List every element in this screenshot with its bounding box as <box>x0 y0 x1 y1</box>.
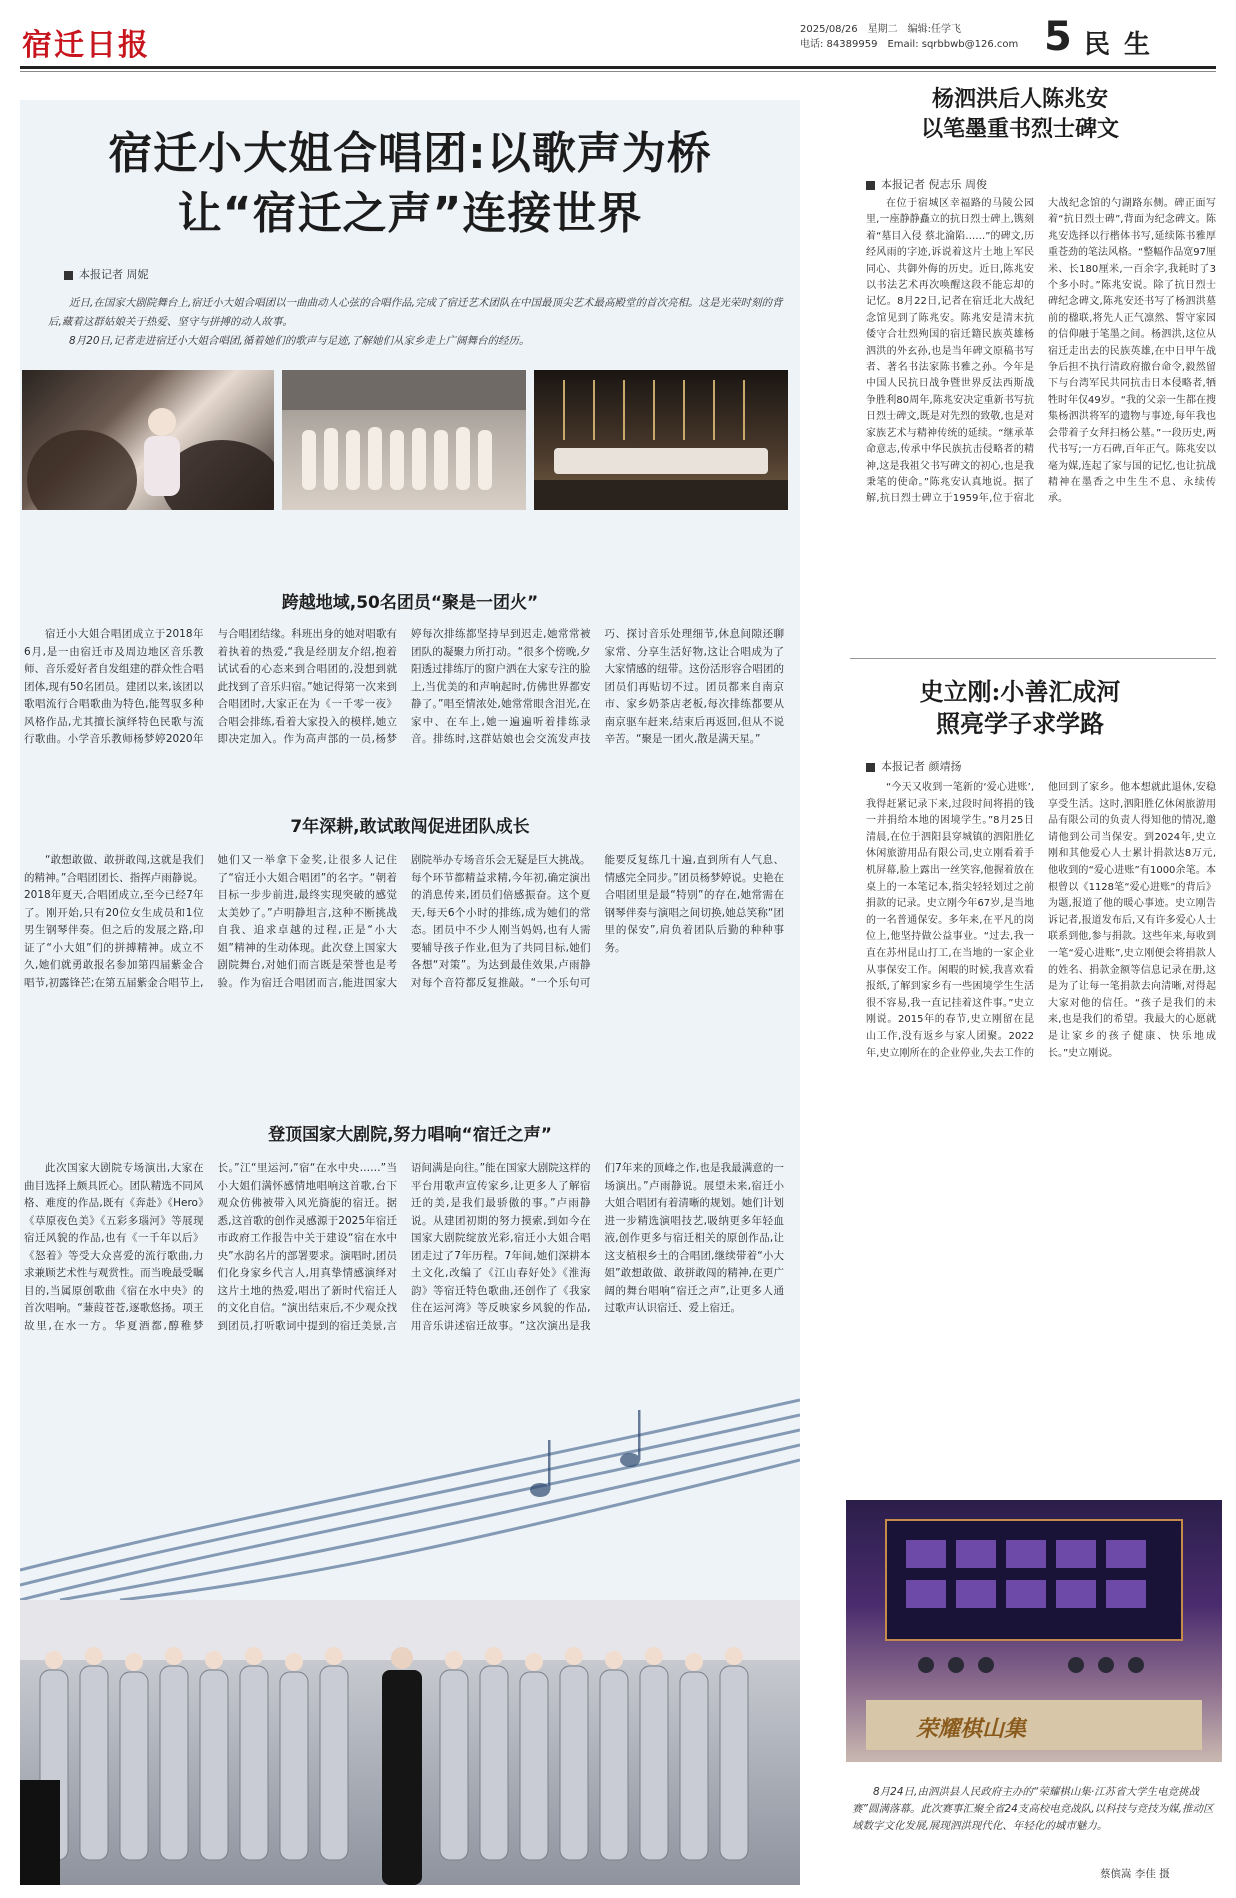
right-article2-title-line2: 照亮学子求学路 <box>936 709 1104 738</box>
section1-body: 宿迁小大姐合唱团成立于2018年6月,是一由宿迁市及周边地区音乐教师、音乐爱好者自发组建的群众性合唱团体,现有50名团员。建团以来,该团以歌唱流行合唱歌曲为特色,能驾驭多种风格作品,尤其擅长演绎特色民歌与流行歌曲。小学音乐教师杨梦婷2020年与合唱团结缘。科班出身的她对唱歌有着执着的热爱,“我是经朋友介绍,抱着试试看的心态来到合唱团的,没想到就此找到了音乐归宿。”她记得第一次来到合唱团时,大家正在为《一千零一夜》合唱会排练,看着大家投入的模样,她立即决定加入。作为高声部的一员,杨梦婷每次排练都坚持早到迟走,她常常被团队的凝聚力所打动。“很多个傍晚,夕阳透过排练厅的窗户洒在大家专注的脸上,当优美的和声响起时,仿佛世界都安静了。”唱至情浓处,她常常眼含泪光,在家中、在车上,她一遍遍听着排练录音。排练时,这群姑娘也会交流发声技巧、探讨音乐处理细节,休息间隙还聊家常、分享生活好物,这让合唱成为了大家情感的纽带。这份活形容合唱团的团员们再贴切不过。团员都来自南京市、家乡奶茶店老板,每次排练都要从南京驱车赶来,结束后再返回,但从不说辛苦。“聚是一团火,散是满天星。” <box>24 628 784 745</box>
music-staff-decoration <box>20 1340 800 1600</box>
issue-editor: 编辑:任学飞 <box>907 24 962 35</box>
byline-text: 本报记者 颜靖扬 <box>881 760 962 773</box>
main-article-title <box>40 124 780 244</box>
right-article1-body: 在位于宿城区幸福路的马陵公园里,一座静静矗立的抗日烈士碑上,镌刻着“墓目入侵 蔡北淪陷……”的碑文,历经风雨的字迹,诉说着这片土地上军民同心、共御外侮的历史。近日,陈兆安以书法艺术再次唤醒这段不能忘却的记忆。8月22日,记者在宿迁北大战纪念馆见到了陈兆安。陈兆安是清末抗倭守合壮烈殉国的宿迁籍民族英雄杨泗洪的外玄孙,也是当年碑文原稿书写者、著名书法家陈书雅之孙。今年是中国人民抗日战争暨世界反法西斯战争胜利80周年,陈兆安决定重新书写抗日烈士碑文,既是对先烈的致敬,也是对家族艺术与精神传统的延续。“继承革命意志,传承中华民族抗击侵略者的精神,这是我祖父书写碑文的初心,也是我秉笔的使命。”陈兆安认真地说。据了解,抗日烈士碑立于1959年,位于宿北大战纪念馆的勺湖路东侧。碑正面写着“抗日烈士碑”,背面为纪念碑文。陈兆安选择以行楷体书写,延续陈书雅厚重苍劲的笔法风格。“整幅作品宽97厘米、长180厘米,一百余字,我耗时了3个多小时。”陈兆安说。除了抗日烈士碑纪念碑文,陈兆安还书写了杨泗洪墓前的楹联,将先人正气凛然、誓守家园的信仰融于笔墨之间。杨泗洪,这位从宿迁走出去的民族英雄,在中日甲午战争后担不执行清政府撤台命令,毅然留下与台湾军民共同抗击日本侵略者,牺牲时年仅49岁。“我的父亲一生都在搜集杨泗洪将军的遗物与事迹,每年我也会带着子女拜扫杨公墓。”一段历史,两代书写;一方石碑,百年正气。陈兆安以毫为媒,连起了家与国的记忆,也让抗战精神在墨香之中生生不息、永续传承。 <box>866 198 1216 505</box>
byline-text: 本报记者 周妮 <box>79 268 149 281</box>
photo-rehearsal-conductor <box>22 370 274 510</box>
right-article1-byline <box>866 176 987 192</box>
photo-group-portrait <box>282 370 526 510</box>
byline-marker-icon <box>64 271 73 280</box>
section1-heading: 跨越地域,50名团员“聚是一团火” <box>281 593 539 613</box>
byline-marker-icon <box>866 181 875 190</box>
photo-esports-event <box>846 1500 1222 1762</box>
right-photo-caption: 8月24日,由泗洪县人民政府主办的“荣耀棋山集·江苏省大学生电竞挑战赛”圆满落幕。此次赛事汇聚全省24支高校电竞战队,以科技与竞技为媒,推动区域数字文化发展,展现泗洪现代化、年轻化的城市魅力。 <box>852 1786 1214 1832</box>
section2-body: “敢想敢做、敢拼敢闯,这就是我们的精神。”合唱团团长、指挥卢雨静说。2018年夏天,合唱团成立,至今已经7年了。刚开始,只有20位女生成员和1位男生钢琴伴奏。但之后的发展之路,印证了“小大姐”们的拼搏精神。成立不久,她们就勇敢报名参加第四届紫金合唱节,初露锋芒;在第五届紫金合唱节上,她们又一举拿下金奖,让很多人记住了“宿迁小大姐合唱团”的名字。“朝着目标一步步前进,最终实现突破的感觉太美妙了。”卢明静坦言,这种不断挑战自我、追求卓越的过程,正是“小大姐”精神的生动体现。此次登上国家大剧院舞台,对她们而言既是荣誉也是考验。作为宿迁合唱团而言,能进国家大剧院举办专场音乐会无疑是巨大挑战。每个环节都精益求精,今年初,确定演出的消息传来,团员们倍感振奋。这个夏天,每天6个小时的排练,成为她们的常态。团员中不少人刚当妈妈,也有人需要辅导孩子作业,但为了共同目标,她们各想“对策”。为达到最佳效果,卢雨静对每个音符都反复推敲。“一个乐句可能要反复练几十遍,直到所有人气息、情感完全同步。”团员杨梦婷说。史艳在合唱团里是最“特别”的存在,她常需在钢琴伴奏与演唱之间切换,她总笑称“团里的保安”,肩负着团队后勤的种种事务。 <box>24 854 784 989</box>
section2-heading: 7年深耕,敢试敢闯促进团队成长 <box>290 817 530 837</box>
main-title-line1: 宿迁小大姐合唱团:以歌声为桥 <box>108 128 712 179</box>
lead-paragraph: 8月20日,记者走进宿迁小大姐合唱团,循着她们的歌声与足迹,了解她们从家乡走上广阔舞台的经历。 <box>69 335 530 347</box>
newspaper-logo: 宿迁日报 <box>22 28 150 63</box>
page-number: 5 <box>1044 14 1072 60</box>
section-name: 民生 <box>1084 30 1165 60</box>
right-article1-title-line2: 以笔墨重书烈士碑文 <box>920 116 1119 142</box>
section3-body: 此次国家大剧院专场演出,大家在曲目选择上颇具匠心。团队精选不同风格、难度的作品,既有《奔赴》《Hero》《草原夜色美》《五彩多瑙河》等展现宿迁风貌的作品,也有《一千年以后》《怒着》等受大众喜爱的流行歌曲,力求兼顾艺术性与观赏性。而当晚最受瞩目的,当属原创歌曲《宿在水中央》的首次唱响。“蒹葭苍苍,逐歌悠扬。项王故里,在水一方。华夏酒都,醇稚梦长。”江“里运河,”宿“在水中央……”当小大姐们满怀感情地唱响这首歌,台下观众仿佛被带入风光旖旎的宿迁。据悉,这首歌的创作灵感源于2025年宿迁市政府工作报告中关于建设“宿在水中央”水韵名片的部署要求。演唱时,团员们化身家乡代言人,用真挚情感演绎对这片土地的热爱,唱出了新时代宿迁人的文化自信。“演出结束后,不少观众找到团员,打听歌词中提到的宿迁美景,言语间满是向往。”能在国家大剧院这样的平台用歌声宣传家乡,让更多人了解宿迁的美,是我们最骄傲的事。”卢雨静说。从建团初期的努力摸索,到如今在国家大剧院绽放光彩,宿迁小大姐合唱团走过了7年历程。7年间,她们深耕本土文化,改编了《江山春好处》《淮海韵》等宿迁特色歌曲,还创作了《我家住在运河湾》等反映家乡风貌的作品,用音乐讲述宿迁故事。“这次演出是我们7年来的顶峰之作,也是我最满意的一场演出。”卢雨静说。展望未来,宿迁小大姐合唱团有着清晰的规划。她们计划进一步精选演唱技艺,吸纳更多年轻血液,创作更多与宿迁相关的原创作品,让这支植根乡土的合唱团,继续带着“小大姐”敢想敢做、敢拼敢闯的精神,在更广阔的舞台唱响“宿迁之声”,让更多人通过歌声认识宿迁、爱上宿迁。 <box>24 1162 784 1332</box>
esports-banner-text: 荣耀棋山集 <box>916 1716 1027 1742</box>
masthead-rule <box>20 66 1216 69</box>
right-article2-title-line1: 史立刚:小善汇成河 <box>919 677 1121 706</box>
main-article-lead <box>48 294 788 351</box>
main-title-line2: 让“宿迁之声”连接世界 <box>177 188 643 239</box>
section3-heading: 登顶国家大剧院,努力唱响“宿迁之声” <box>268 1125 552 1145</box>
issue-info <box>800 22 1028 52</box>
lead-paragraph: 近日,在国家大剧院舞台上,宿迁小大姐合唱团以一曲曲动人心弦的合唱作品,完成了宿迁艺术团队在中国最顶尖艺术最高殿堂的首次亮相。这是光荣时刻的背后,藏着这群姑娘关于热爱、坚守与拼搏的动人故事。 <box>48 297 783 328</box>
right-article2-body: “今天又收到一笔新的‘爱心进账’,我得赶紧记录下来,过段时间将捐的钱一并捐给本地的困境学生。”8月25日清晨,在位于泗阳县穿城镇的泗阳胜亿休闲旅游用品有限公司,史立刚看着手机屏幕,脸上露出一丝笑容,他握着放在桌上的一本笔记本,指尖轻轻划过之前捐款的记录。史立刚今年67岁,是当地的一名普通保安。多年来,在平凡的岗位上,他坚持做公益事业。“过去,我一直在苏州昆山打工,在当地的一家企业从事保安工作。闲暇的时候,我喜欢看报纸,了解到家乡有一些困境学生生活很不容易,我一直记挂着这件事。”史立刚说。2015年的春节,史立刚留在昆山工作,没有返乡与家人团聚。2022年,史立刚所在的企业停业,失去工作的他回到了家乡。他本想就此退休,安稳享受生活。这时,泗阳胜亿休闲旅游用品有限公司的负责人得知他的情况,邀请他到公司当保安。到2024年,史立刚和其他爱心人士累计捐款达8万元,他收到的“爱心进账”有1000余笔。本根曾以《1128笔“爱心进账”的背后》为题,报道了他的暖心事迹。史立刚告诉记者,报道发布后,又有许多爱心人士联系到他,参与捐款。这些年来,每收到一笔“爱心进账”,史立刚便会将捐款人的姓名、捐款金额等信息记录在册,这是为了让每一笔捐款去向清晰,对得起大家对他的信任。“孩子是我们的未来,也是我们的希望。我最大的心愿就是让家乡的孩子健康、快乐地成长。”史立刚说。 <box>866 782 1216 1059</box>
photo-choir-performance <box>20 1600 800 1885</box>
main-article-byline <box>64 266 149 282</box>
music-staff-icon <box>20 1340 800 1600</box>
right-photo-credit: 蔡傧嵩 李佳 摄 <box>1100 1868 1170 1880</box>
photo-concert-stage <box>534 370 788 510</box>
byline-text: 本报记者 倪志乐 周俊 <box>881 178 987 191</box>
right-article1-title <box>840 84 1200 144</box>
column-divider <box>850 658 1216 659</box>
issue-date: 2025/08/26 <box>800 24 858 35</box>
issue-phone: 电话: 84389959 <box>800 39 878 50</box>
masthead-rule-thin <box>20 71 1216 72</box>
issue-weekday: 星期二 <box>867 24 898 35</box>
right-article2-title <box>840 676 1200 740</box>
issue-email: Email: sqrbbwb@126.com <box>887 39 1019 50</box>
byline-marker-icon <box>866 763 875 772</box>
right-article1-title-line1: 杨泗洪后人陈兆安 <box>931 86 1108 112</box>
right-article2-byline <box>866 758 962 774</box>
